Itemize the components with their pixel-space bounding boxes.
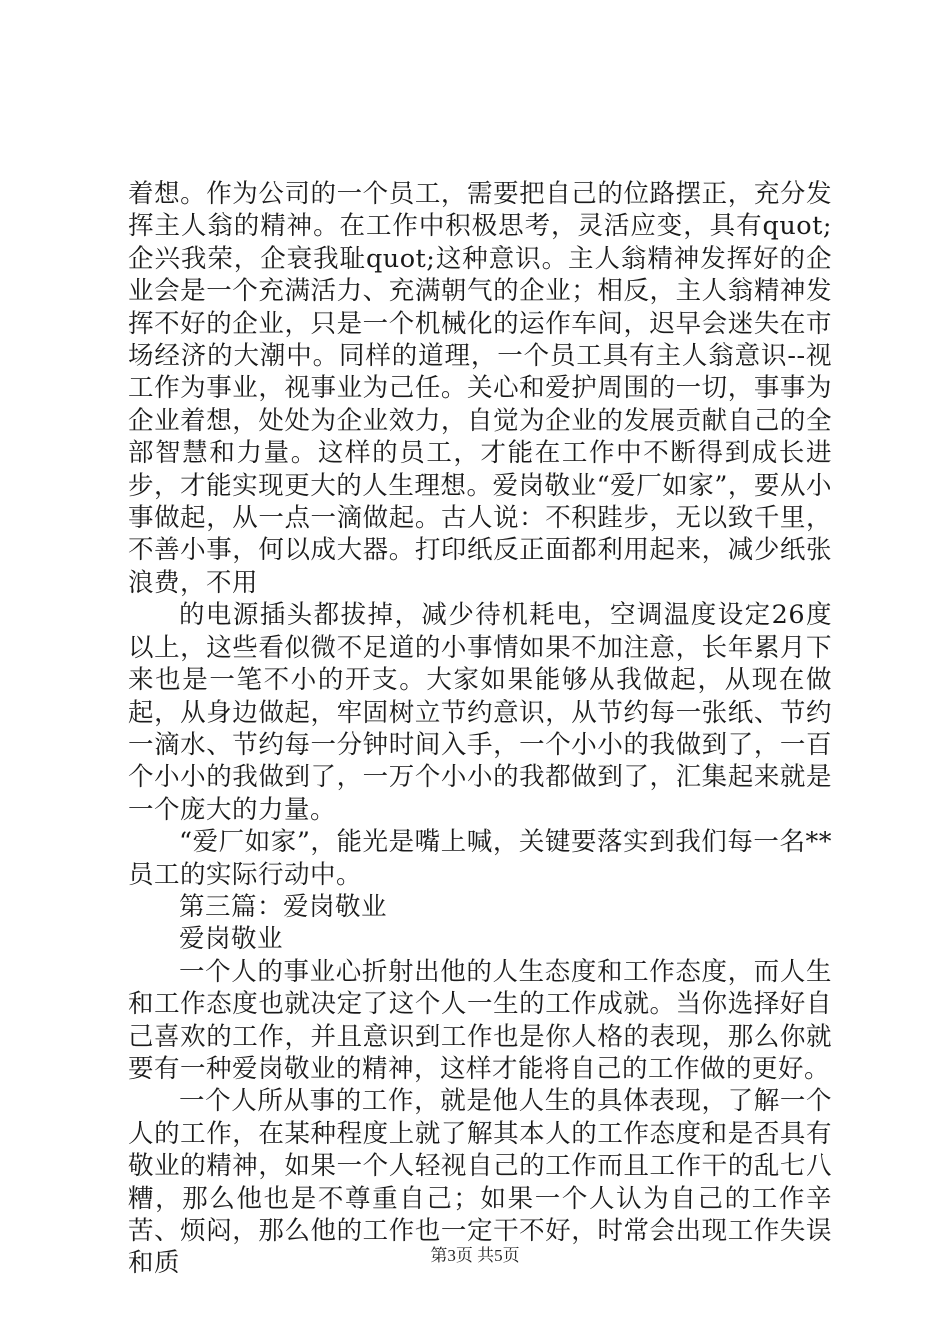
paragraph-energy-saving: 的电源插头都拔掉，减少待机耗电，空调温度设定26度以上，这些看似微不足道的小事情如果不加注意，长年累月下来也是一笔不小的开支。大家如果能够从我做起，从现在做起，从身边做起，牢固树立节约意识，从节约每一张纸、节约一滴水、节约每一分钟时间入手，一个小小的我做到了，一百个小小的我做到了，一万个小小的我都做到了，汇集起来就是一个庞大的力量。 <box>128 600 832 825</box>
section-subtitle: 爱岗敬业 <box>179 924 284 955</box>
page-footer: 第3页 共5页 <box>430 1246 520 1265</box>
section-heading: 第三篇：爱岗敬业 <box>179 891 388 922</box>
document-body <box>128 178 832 1280</box>
paragraph-career-attitude: 一个人的事业心折射出他的人生态度和工作态度，而人生和工作态度也就决定了这个人一生的工作成就。当你选择好自己喜欢的工作，并且意识到工作也是你人格的表现，那么你就要有一种爱岗敬业的精神，这样才能将自己的工作做的更好。 <box>128 956 832 1084</box>
paragraph-love-factory: “爱厂如家”，能光是嘴上喊，关键要落实到我们每一名**员工的实际行动中。 <box>128 827 832 890</box>
paragraph-continuation: 着想。作为公司的一个员工，需要把自己的位路摆正，充分发挥主人翁的精神。在工作中积极思考，灵活应变，具有quot;企兴我荣，企衰我耻quot;这种意识。主人翁精神发挥好的企业会是一个充满活力、充满朝气的企业；相反，主人翁精神发挥不好的企业，只是一个机械化的运作车间，迟早会迷失在市场经济的大潮中。同样的道理，一个员工具有主人翁意识--视工作为事业，视事业为己任。关心和爱护周围的一切，事事为企业着想，处处为企业效力，自觉为企业的发展贡献自己的全部智慧和力量。这样的员工，才能在工作中不断得到成长进步，才能实现更大的人生理想。爱岗敬业“爱厂如家”，要从小事做起，从一点一滴做起。古人说：不积跬步，无以致千里，不善小事，何以成大器。打印纸反正面都利用起来，减少纸张浪费，不用 <box>128 179 832 598</box>
paragraph-work-reflection: 一个人所从事的工作，就是他人生的具体表现，了解一个人的工作，在某种程度上就了解其本人的工作态度和是否具有敬业的精神，如果一个人轻视自己的工作而且工作干的乱七八糟，那么他也是不尊重自己；如果一个人认为自己的工作辛苦、烦闷，那么他的工作也一定干不好，时常会出现工作失误和质 <box>128 1086 832 1279</box>
